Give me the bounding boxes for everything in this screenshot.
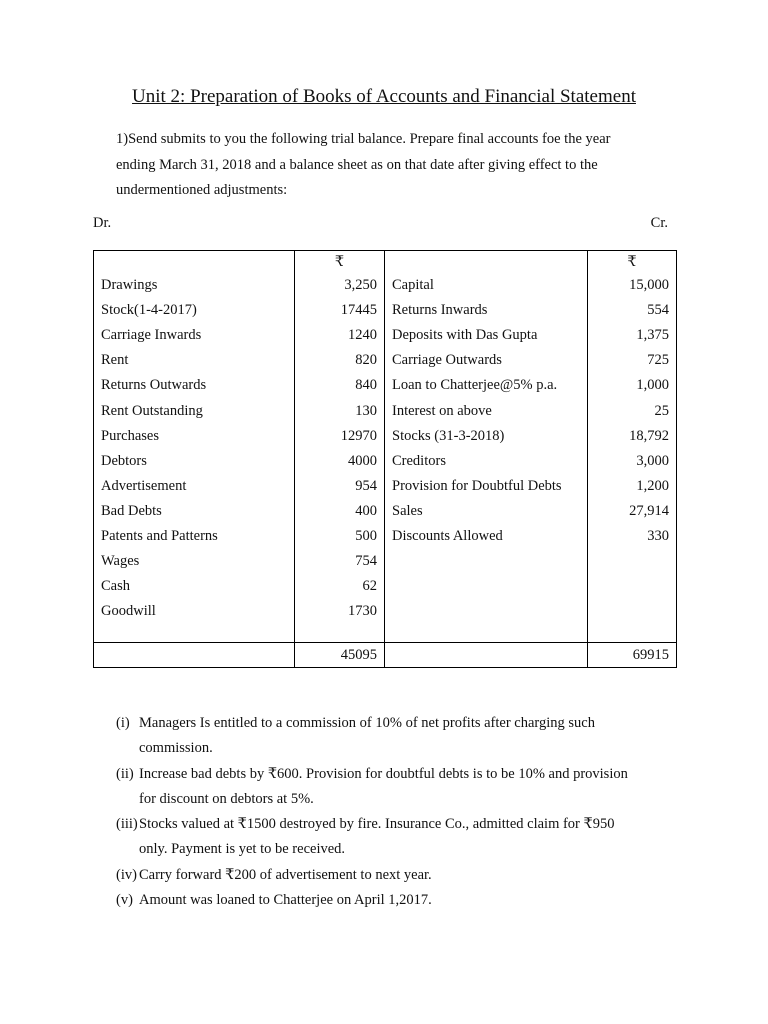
table-row [94,524,677,549]
table-row [94,574,677,599]
debit-account-name: Wages [94,549,295,574]
table-header-row [94,251,677,274]
spacer-cell [295,624,385,643]
debit-currency-header: ₹ [295,251,385,274]
table-row [94,474,677,499]
debit-particulars-header [94,251,295,274]
table-spacer-row [94,624,677,643]
debit-amount: 4000 [295,449,385,474]
table-row [94,373,677,398]
debit-account-name: Rent Outstanding [94,398,295,423]
credit-currency-header: ₹ [588,251,677,274]
debit-amount: 17445 [295,298,385,323]
credit-amount: 725 [588,348,677,373]
credit-particulars-header [385,251,588,274]
credit-amount: 330 [588,524,677,549]
intro-line: 1)Send submits to you the following trial balance. Prepare final accounts foe the year [116,131,611,147]
debit-amount: 400 [295,499,385,524]
debit-amount: 500 [295,524,385,549]
intro-line: undermentioned adjustments: [116,182,288,198]
table-total-row [94,643,677,668]
table-row [94,599,677,624]
debit-amount: 840 [295,373,385,398]
table-row [94,298,677,323]
credit-amount: 27,914 [588,499,677,524]
credit-account-name: Capital [385,273,588,298]
credit-total-label [385,643,588,668]
debit-account-name: Purchases [94,424,295,449]
adjustment-text-line: Increase bad debts by ₹600. Provision for doubtful debts is to be 10% and provision [139,765,628,782]
debit-account-name: Debtors [94,449,295,474]
debit-total-label [94,643,295,668]
adjustments-list [116,711,676,913]
credit-amount: 1,375 [588,323,677,348]
credit-amount: 1,000 [588,373,677,398]
question-intro [116,127,676,204]
debit-amount: 3,250 [295,273,385,298]
table-row [94,398,677,423]
credit-account-name [385,599,588,624]
credit-total: 69915 [588,643,677,668]
adjustment-number: (ii) [116,765,134,782]
table-row [94,348,677,373]
adjustment-number: (i) [116,715,130,731]
adjustment-item [116,762,676,813]
debit-account-name: Goodwill [94,599,295,624]
credit-amount: 554 [588,298,677,323]
credit-account-name: Creditors [385,449,588,474]
adjustment-item [116,711,676,762]
debit-account-name: Advertisement [94,474,295,499]
table-row [94,549,677,574]
debit-account-name: Patents and Patterns [94,524,295,549]
debit-amount: 1730 [295,599,385,624]
credit-amount: 1,200 [588,474,677,499]
intro-line: ending March 31, 2018 and a balance sheet as on that date after giving effect to the [116,156,598,173]
credit-account-name: Discounts Allowed [385,524,588,549]
debit-amount: 754 [295,549,385,574]
debit-amount: 820 [295,348,385,373]
debit-account-name: Cash [94,574,295,599]
credit-account-name: Deposits with Das Gupta [385,323,588,348]
debit-account-name: Carriage Inwards [94,323,295,348]
adjustment-number: (v) [116,892,133,909]
debit-amount: 954 [295,474,385,499]
credit-account-name: Provision for Doubtful Debts [385,474,588,499]
credit-amount: 25 [588,398,677,423]
spacer-cell [385,624,588,643]
credit-amount [588,599,677,624]
adjustment-text-line: for discount on debtors at 5%. [139,790,314,807]
credit-amount: 3,000 [588,449,677,474]
credit-account-name [385,574,588,599]
table-row [94,424,677,449]
debit-account-name: Rent [94,348,295,373]
debit-amount: 1240 [295,323,385,348]
credit-account-name: Interest on above [385,398,588,423]
table-row [94,273,677,298]
debit-account-name: Drawings [94,273,295,298]
debit-label: Dr. [93,215,112,231]
credit-amount [588,549,677,574]
adjustment-item [116,888,676,913]
debit-account-name: Returns Outwards [94,373,295,398]
spacer-cell [94,624,295,643]
debit-account-name: Stock(1-4-2017) [94,298,295,323]
trial-balance-table [93,250,677,668]
spacer-cell [588,624,677,643]
table-row [94,323,677,348]
adjustment-text-line: Managers Is entitled to a commission of 10% of net profits after charging such [139,715,595,731]
debit-total: 45095 [295,643,385,668]
credit-account-name [385,549,588,574]
table-row [94,449,677,474]
credit-amount: 15,000 [588,273,677,298]
credit-label: Cr. [650,215,668,231]
credit-account-name: Returns Inwards [385,298,588,323]
adjustment-text-line: commission. [139,740,213,757]
adjustment-text-line: Stocks valued at ₹1500 destroyed by fire. Insurance Co., admitted claim for ₹950 [139,816,615,833]
credit-amount: 18,792 [588,424,677,449]
credit-amount [588,574,677,599]
adjustment-text-line: Amount was loaned to Chatterjee on April 1,2017. [139,892,432,909]
adjustment-item [116,812,676,863]
debit-amount: 62 [295,574,385,599]
debit-amount: 130 [295,398,385,423]
debit-amount: 12970 [295,424,385,449]
credit-account-name: Carriage Outwards [385,348,588,373]
adjustment-item [116,863,676,888]
adjustment-text-line: Carry forward ₹200 of advertisement to next year. [139,866,432,883]
credit-account-name: Stocks (31-3-2018) [385,424,588,449]
adjustment-number: (iv) [116,866,137,883]
credit-account-name: Loan to Chatterjee@5% p.a. [385,373,588,398]
credit-account-name: Sales [385,499,588,524]
page-title: Unit 2: Preparation of Books of Accounts and Financial Statement [132,86,636,107]
adjustment-number: (iii) [116,816,138,833]
adjustment-text-line: only. Payment is yet to be received. [139,841,346,858]
debit-account-name: Bad Debts [94,499,295,524]
table-row [94,499,677,524]
